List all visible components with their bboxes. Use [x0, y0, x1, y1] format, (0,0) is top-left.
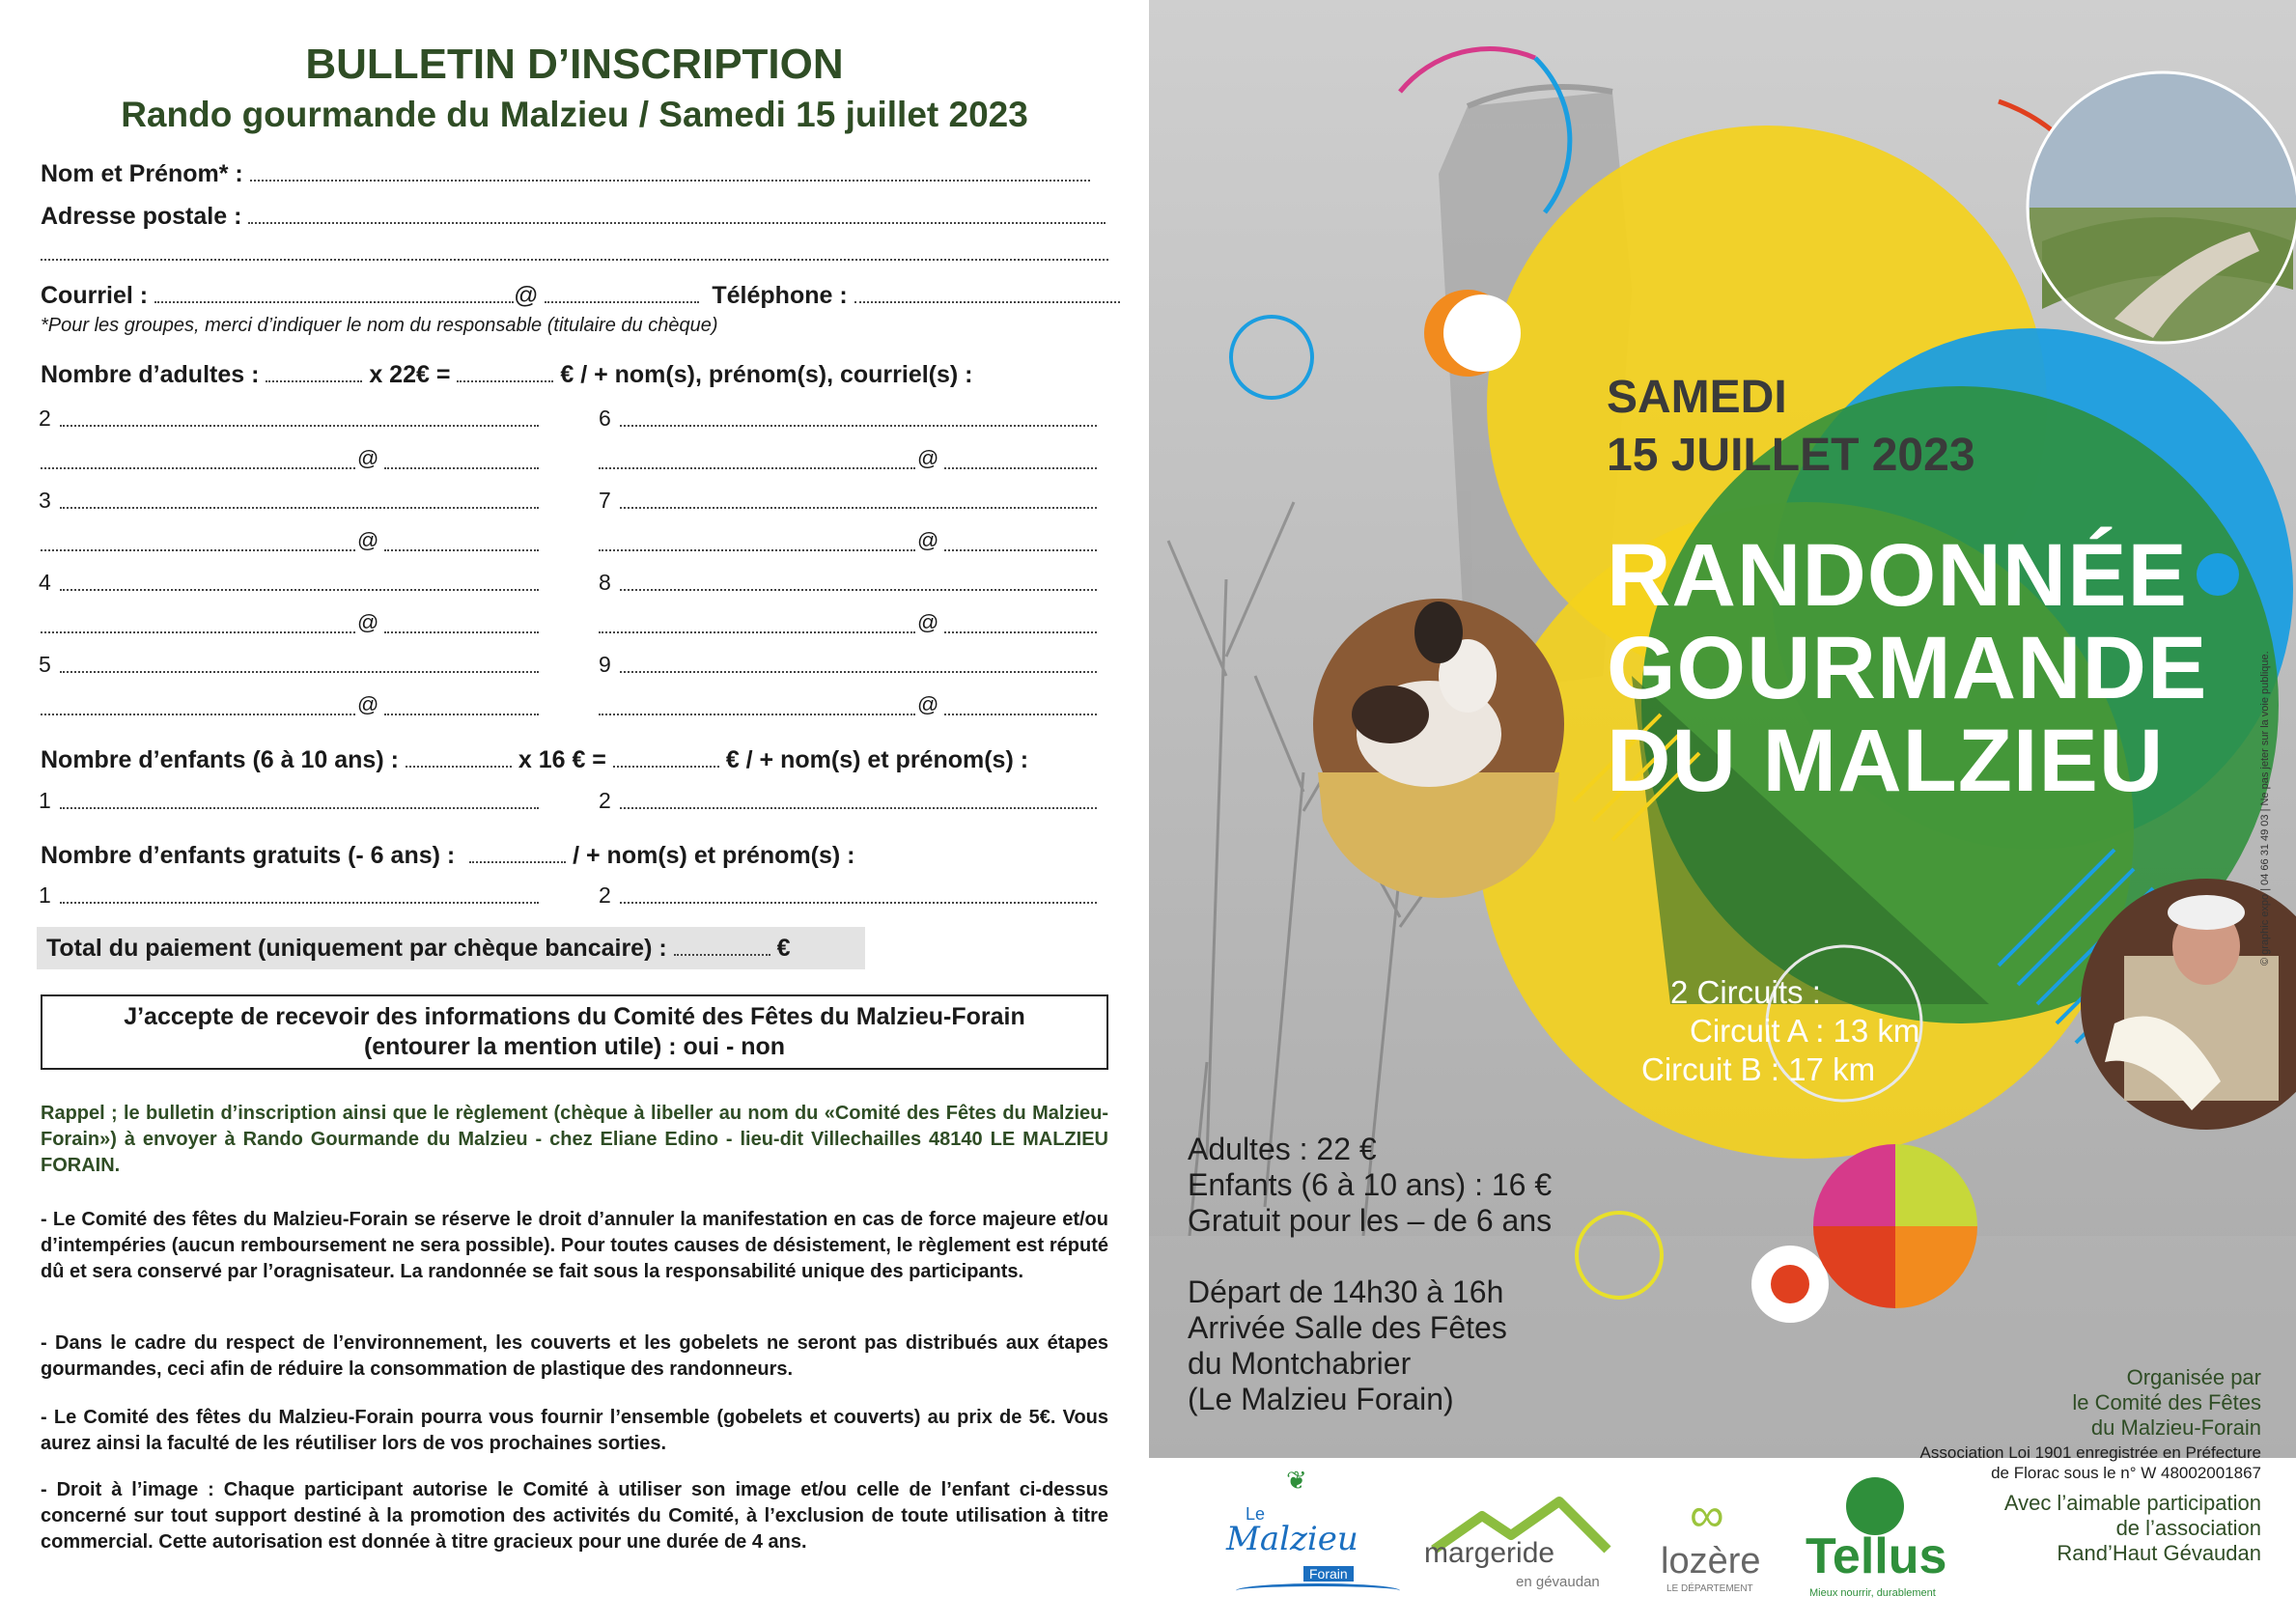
prices: [1188, 1132, 1552, 1239]
participant-name-field[interactable]: [620, 425, 1097, 427]
children-count-field[interactable]: [406, 748, 512, 768]
children-label: Nombre d’enfants (6 à 10 ans) :: [41, 746, 399, 773]
event-poster: [1149, 0, 2296, 1624]
participant-number: 9: [599, 652, 611, 677]
malzieu-logo-name: Malzieu: [1226, 1520, 1358, 1558]
consent-box: [41, 994, 1108, 1070]
adults-total-field[interactable]: [457, 363, 553, 382]
participation-line1: Avec l’aimable participation: [2003, 1491, 2261, 1515]
organizer-line1: Organisée par: [2126, 1365, 2261, 1389]
participant-number: 2: [39, 406, 51, 431]
circuits-title: 2 Circuits :: [1670, 974, 1821, 1010]
price-children: Enfants (6 à 10 ans) : 16 €: [1188, 1167, 1553, 1202]
name-row: [41, 160, 1090, 188]
association-line1: Association Loi 1901 enregistrée en Préfecture: [1919, 1443, 2261, 1462]
free-children-count-field[interactable]: [469, 844, 566, 863]
participant-email-field[interactable]: [41, 549, 355, 551]
participant-email-at: @: [357, 528, 379, 552]
globe-icon: [1846, 1477, 1904, 1535]
child-number: 1: [39, 788, 51, 813]
adults-price: x 22€ =: [369, 361, 451, 388]
magenta-arc: [1400, 49, 1535, 92]
adults-label: Nombre d’adultes :: [41, 361, 260, 388]
organizer-line3: du Malzieu-Forain: [2090, 1415, 2261, 1440]
cutlery-paragraph: - Le Comité des fêtes du Malzieu-Forain pourra vous fournir l’ensemble (gobelets et couverts) au prix de 5€. Vous aurez ainsi la faculté de les réutiliser lors de vos prochaines sorties.: [41, 1407, 1108, 1454]
address-field[interactable]: [248, 205, 1106, 224]
contact-row: [41, 282, 1120, 310]
printer-credit: © graphic expo | 04 66 31 49 03 | Ne pas jeter sur la voie publique.: [2259, 651, 2271, 966]
arrival-town: (Le Malzieu Forain): [1188, 1382, 1454, 1416]
participant-email-field[interactable]: [599, 714, 915, 715]
participation: [2004, 1491, 2261, 1566]
association-line2: de Florac sous le n° W 48002001867: [1991, 1464, 2261, 1482]
participant-email-at: @: [917, 446, 939, 470]
groups-note: *Pour les groupes, merci d’indiquer le nom du responsable (titulaire du chèque): [41, 315, 718, 336]
participant-name-field[interactable]: [620, 589, 1097, 591]
payment-total-label: Total du paiement (uniquement par chèque bancaire) :: [46, 935, 667, 962]
child-name-field[interactable]: [60, 807, 539, 809]
child-number: 2: [599, 788, 611, 813]
email-at: @: [514, 282, 539, 309]
circuit-b: Circuit B : 17 km: [1641, 1051, 1876, 1087]
participant-name-field[interactable]: [60, 589, 539, 591]
free-child-number: 2: [599, 882, 611, 908]
adults-count-field[interactable]: [266, 363, 362, 382]
circuit-a: Circuit A : 13 km: [1690, 1013, 1920, 1049]
participant-email-field[interactable]: [41, 467, 355, 469]
event-title-line3: DU MALZIEU: [1607, 712, 2165, 810]
consent-choice[interactable]: (entourer la mention utile) : oui - non: [363, 1033, 786, 1060]
participant-email-at: @: [357, 610, 379, 634]
participant-email-field[interactable]: [599, 467, 915, 469]
participant-email-field[interactable]: [599, 549, 915, 551]
participant-email-domain-field[interactable]: [944, 714, 1097, 715]
event-logistics: [1188, 1274, 1507, 1417]
consent-text: J’accepte de recevoir des informations du Comité des Fêtes du Malzieu-Forain: [124, 1003, 1025, 1030]
participant-name-field[interactable]: [620, 671, 1097, 673]
payment-total-currency: €: [776, 935, 791, 962]
organizer-line2: le Comité des Fêtes: [2072, 1390, 2261, 1414]
participant-number: 6: [599, 406, 611, 431]
price-adults: Adultes : 22 €: [1188, 1132, 1377, 1166]
address-field-2[interactable]: [41, 259, 1108, 261]
event-title-line1: RANDONNÉE: [1607, 526, 2188, 625]
margeride-logo-name: margeride: [1424, 1537, 1555, 1569]
adults-row: [41, 361, 973, 389]
white-dot: [1443, 294, 1521, 372]
payment-total-field[interactable]: [674, 937, 770, 956]
participant-name-field[interactable]: [60, 671, 539, 673]
margeride-logo-sub: en gévaudan: [1516, 1574, 1600, 1590]
participant-email-domain-field[interactable]: [384, 467, 539, 469]
participant-email-domain-field[interactable]: [944, 467, 1097, 469]
participant-email-at: @: [357, 446, 379, 470]
malzieu-logo-le: Le: [1246, 1504, 1266, 1524]
free-child-number: 1: [39, 882, 51, 908]
free-children-label: Nombre d’enfants gratuits (- 6 ans) :: [41, 842, 456, 869]
malzieu-logo-forain: Forain: [1303, 1566, 1354, 1582]
lozere-logo-name: lozère: [1661, 1541, 1761, 1582]
association-registration: [1920, 1442, 2261, 1483]
email-domain-field[interactable]: [545, 284, 699, 303]
participant-email-field[interactable]: [599, 631, 915, 633]
reminder-text: Rappel ; le bulletin d’inscription ainsi que le règlement (chèque à libeller au nom du «Comité des Fêtes du Malzieu-Forain») à envoyer à Rando Gourmande du Malzieu - chez Eliane Edino - lieu-dit Villechailles 48140 LE MALZIEU FORAIN.: [41, 1103, 1108, 1176]
participant-number: 8: [599, 570, 611, 595]
children-names-label: € / + nom(s) et prénom(s) :: [725, 746, 1029, 773]
circuits-info: [1641, 973, 1919, 1089]
blue-ring: [1231, 317, 1312, 398]
free-child-name-field[interactable]: [620, 902, 1097, 904]
water-wave-icon: [1236, 1583, 1400, 1598]
red-dot: [1771, 1265, 1809, 1303]
participant-email-domain-field[interactable]: [944, 631, 1097, 633]
participant-number: 7: [599, 488, 611, 513]
participant-number: 4: [39, 570, 51, 595]
free-children-row: [41, 842, 855, 870]
malzieu-logo: [1217, 1466, 1410, 1603]
address-label: Adresse postale :: [41, 203, 242, 230]
name-label: Nom et Prénom* :: [41, 160, 243, 187]
price-free: Gratuit pour les – de 6 ans: [1188, 1203, 1553, 1238]
participant-name-field[interactable]: [60, 507, 539, 509]
participant-email-domain-field[interactable]: [384, 714, 539, 715]
free-child-name-field[interactable]: [60, 902, 539, 904]
margeride-logo: [1424, 1497, 1617, 1603]
departure-time: Départ de 14h30 à 16h: [1188, 1274, 1504, 1309]
tellus-logo: [1806, 1477, 1960, 1603]
event-title-line2: GOURMANDE: [1607, 619, 2208, 717]
participant-email-field[interactable]: [41, 631, 355, 633]
payment-total: [37, 927, 865, 969]
form-title: BULLETIN D’INSCRIPTION: [305, 41, 844, 88]
event-date: [1607, 369, 1975, 485]
color-wheel-icon: [1813, 1144, 1977, 1308]
organizer: [2072, 1365, 2261, 1441]
children-price: x 16 € =: [518, 746, 606, 773]
participant-email-at: @: [917, 528, 939, 552]
participant-email-field[interactable]: [41, 714, 355, 715]
children-total-field[interactable]: [613, 748, 719, 768]
participant-email-domain-field[interactable]: [384, 631, 539, 633]
participant-email-domain-field[interactable]: [384, 549, 539, 551]
participant-name-field[interactable]: [60, 425, 539, 427]
participant-number: 3: [39, 488, 51, 513]
address-row: [41, 203, 1106, 231]
event-date-full: 15 JUILLET 2023: [1607, 430, 1975, 481]
arrival-place: Arrivée Salle des Fêtes: [1188, 1310, 1507, 1345]
leaf-icon: ❦: [1286, 1466, 1307, 1495]
landscape-photo: [2028, 72, 2296, 348]
event-date-day: SAMEDI: [1607, 372, 1787, 423]
participant-email-at: @: [357, 692, 379, 716]
event-title: [1607, 526, 2208, 810]
infinity-icon: ∞: [1690, 1488, 1724, 1542]
phone-field[interactable]: [854, 284, 1120, 303]
environment-paragraph: - Dans le cadre du respect de l’environnement, les couverts et les gobelets ne seront pas distribués aux étapes gourmandes, ceci afin de réduire la consommation de plastique des randonneurs.: [41, 1332, 1108, 1380]
name-field[interactable]: [250, 162, 1090, 182]
child-name-field[interactable]: [620, 807, 1097, 809]
children-row: [41, 746, 1028, 774]
tellus-logo-name: Tellus: [1806, 1528, 1947, 1584]
lozere-logo: [1661, 1487, 1786, 1603]
adults-names-label: € / + nom(s), prénom(s), courriel(s) :: [560, 361, 973, 388]
participation-line3: Rand’Haut Gévaudan: [2057, 1541, 2261, 1565]
cancellation-paragraph: - Le Comité des fêtes du Malzieu-Forain se réserve le droit d’annuler la manifestation en cas de force majeure et/ou d’intempéries (aucun remboursement ne sera possible). Pour toutes causes de désistement, le règlement est réputé dû et sera conservé par l’oragnisateur. La randonnée se fait sous la responsabilité unique des participants.: [41, 1209, 1108, 1282]
tellus-logo-tagline: Mieux nourrir, durablement: [1809, 1587, 1936, 1599]
arrival-venue: du Montchabrier: [1188, 1346, 1412, 1381]
participant-number: 5: [39, 652, 51, 677]
participant-name-field[interactable]: [620, 507, 1097, 509]
phone-label: Téléphone :: [712, 282, 848, 309]
participant-email-domain-field[interactable]: [944, 549, 1097, 551]
email-label: Courriel :: [41, 282, 149, 309]
free-children-names-label: / + nom(s) et prénom(s) :: [573, 842, 855, 869]
participation-line2: de l’association: [2115, 1516, 2261, 1540]
email-field[interactable]: [154, 284, 514, 303]
goats-photo: [1313, 599, 1564, 898]
form-subtitle: Rando gourmande du Malzieu / Samedi 15 juillet 2023: [121, 95, 1028, 134]
lozere-logo-sub: LE DÉPARTEMENT: [1666, 1583, 1753, 1594]
participant-email-at: @: [917, 692, 939, 716]
image-rights-paragraph: - Droit à l’image : Chaque participant autorise le Comité à utiliser son image et/ou celle de l’enfant ci-dessus concerné sur tout support destiné à la promotion des activités du Comité, à l’exclusion de toute utilisation à titre commercial. Cette autorisation est donnée à titre gracieux pour une durée de 4 ans.: [41, 1479, 1108, 1553]
participant-email-at: @: [917, 610, 939, 634]
